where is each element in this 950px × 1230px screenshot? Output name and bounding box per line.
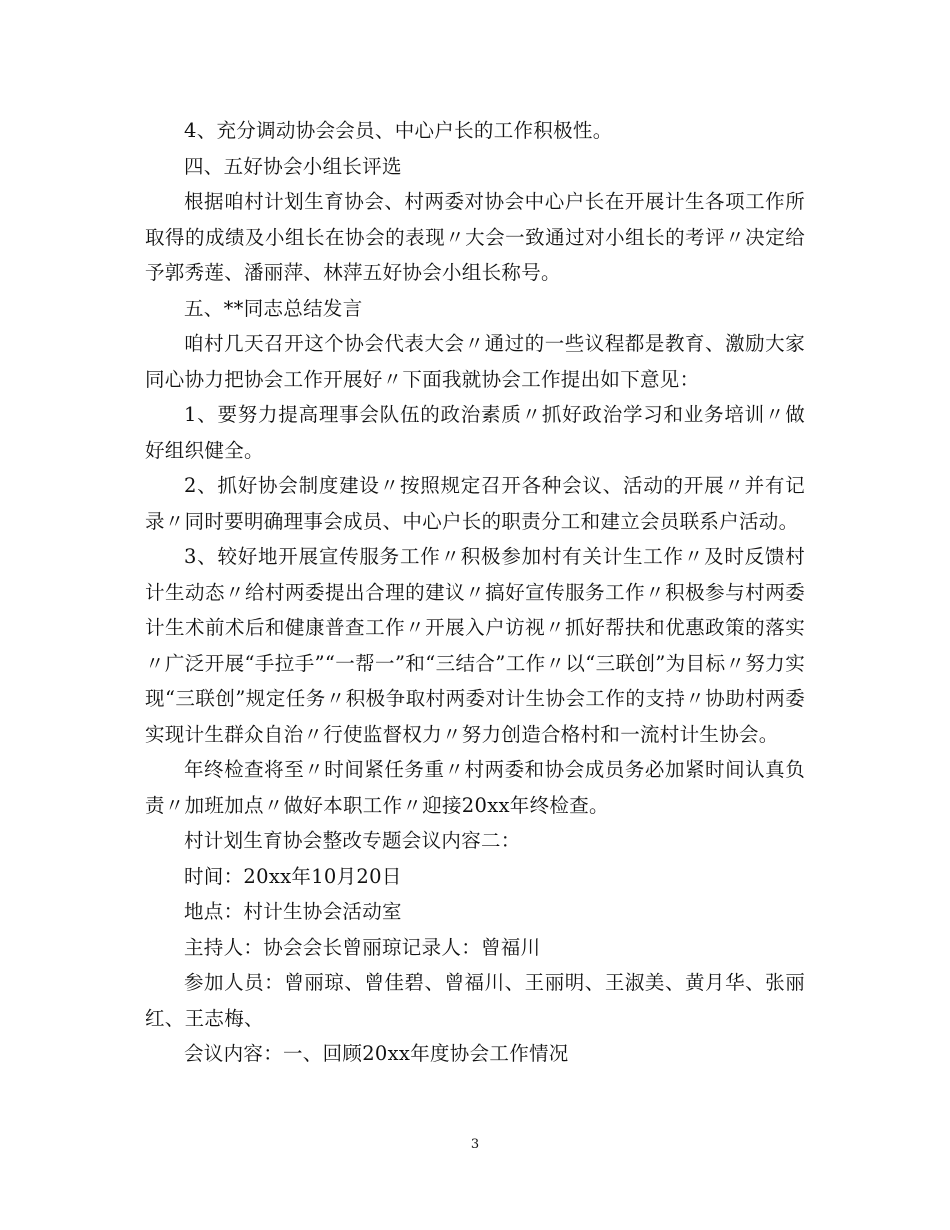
paragraph-intro: 咱村几天召开这个协会代表大会〃通过的一些议程都是教育、激励大家同心协力把协会工作开展好〃下面我就协会工作提出如下意见： — [145, 332, 805, 391]
section-heading-4: 四、五好协会小组长评选 — [184, 154, 402, 178]
meeting-content: 会议内容：一、回顾20xx年度协会工作情况 — [184, 1042, 569, 1065]
paragraph-point-2: 2、抓好协会制度建设〃按照规定召开各种会议、活动的开展〃并有记录〃同时要明确理事会成员、中心户长的职责分工和建立会员联系户活动。 — [145, 474, 805, 533]
paragraph-point-1: 1、要努力提高理事会队伍的政治素质〃抓好政治学习和业务培训〃做好组织健全。 — [145, 403, 805, 462]
meeting-title: 村计划生育协会整改专题会议内容二： — [184, 829, 521, 852]
meeting-location: 地点：村计生协会活动室 — [184, 900, 402, 923]
document-body — [145, 113, 805, 1072]
meeting-host: 主持人：协会会长曾丽琼记录人：曾福川 — [184, 935, 541, 959]
section-heading-5: 五、**同志总结发言 — [184, 296, 363, 320]
page-number: 3 — [470, 1137, 480, 1152]
paragraph-evaluation: 根据咱村计划生育协会、村两委对协会中心户长在开展计生各项工作所取得的成绩及小组长在协会的表现〃大会一致通过对小组长的考评〃决定给予郭秀莲、潘丽萍、林萍五好协会小组长称号。 — [145, 190, 805, 284]
meeting-time: 时间：20xx年10月20日 — [184, 864, 402, 888]
paragraph-year-end: 年终检查将至〃时间紧任务重〃村两委和协会成员务必加紧时间认真负责〃加班加点〃做好本职工作〃迎接20xx年终检查。 — [145, 758, 805, 817]
paragraph-point-3: 3、较好地开展宣传服务工作〃积极参加村有关计生工作〃及时反馈村计生动态〃给村两委提出合理的建议〃搞好宣传服务工作〃积极参与村两委计生术前术后和健康普查工作〃开展入户访视〃抓好帮扶和优惠政策的落实〃广泛开展“手拉手”“一帮一”和“三结合”工作〃以“三联创”为目标〃努力实现“三联创”规定任务〃积极争取村两委对计生协会工作的支持〃协助村两委实现计生群众自治〃行使监督权力〃努力创造合格村和一流村计生协会。 — [145, 545, 805, 746]
paragraph-item-4: 4、充分调动协会会员、中心户长的工作积极性。 — [184, 119, 613, 142]
meeting-attendees: 参加人员：曾丽琼、曾佳碧、曾福川、王丽明、王淑美、黄月华、张丽红、王志梅、 — [145, 971, 805, 1030]
